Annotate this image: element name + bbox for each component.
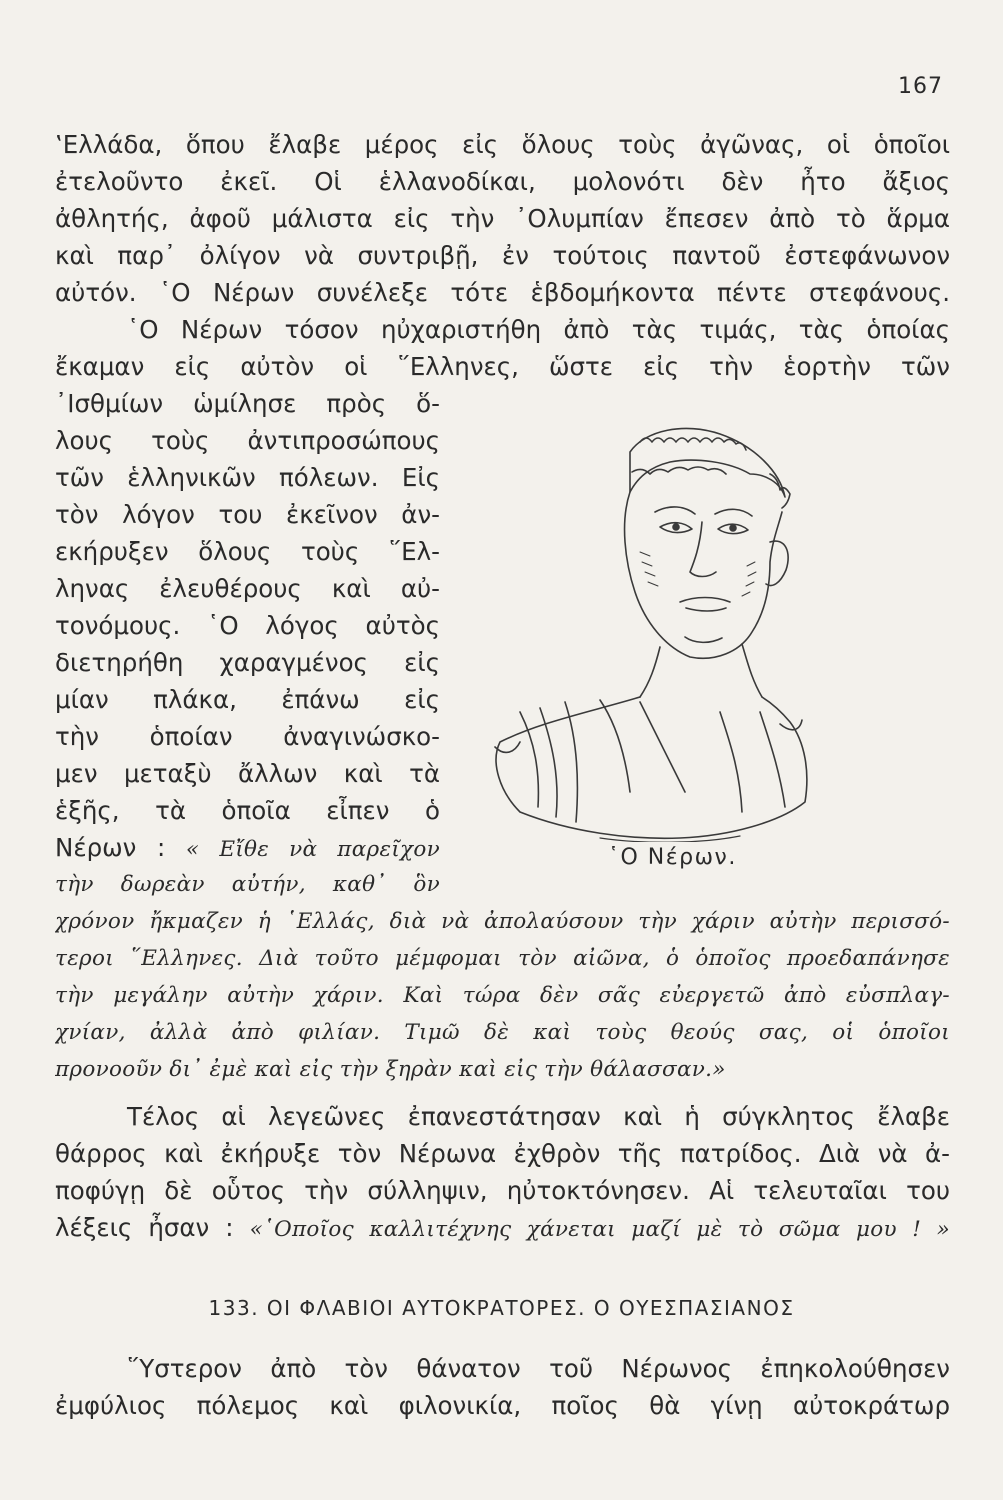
text-line: ποφύγῃ δὲ οὗτος τὴν σύλληψιν, ηὐτοκτόνησεν. Αἱ τελευταῖαι του <box>55 1176 950 1205</box>
portrait-caption: ῾Ο Νέρων. <box>608 845 737 870</box>
text-line: τῶν ἑλληνικῶν πόλεων. Εἰς <box>55 463 440 492</box>
text-line: διετηρήθη χαραγμένος εἰς <box>55 648 440 677</box>
text-line: ἔκαμαν εἰς αὐτὸν οἱ ῞Ελληνες, ὥστε εἰς τὴν ἑορτὴν τῶν <box>55 352 950 381</box>
text-line: Τέλος αἱ λεγεῶνες ἐπανεστάτησαν καὶ ἡ σύγκλητος ἔλαβε <box>127 1102 950 1131</box>
text-line <box>55 829 440 866</box>
paragraph-3 <box>55 1098 950 1246</box>
text-line: ἑξῆς, τὰ ὁποῖα εἶπεν ὁ <box>55 796 440 825</box>
quote-fragment: «῾Οποῖος καλλιτέχνης χάνεται μαζί μὲ τὸ σῶμα μου ! » <box>249 1217 950 1242</box>
paragraph-1 <box>55 126 950 385</box>
text-line: ἐτελοῦντο ἐκεῖ. Οἱ ἑλλανοδίκαι, μολονότι δὲν ἦτο ἄξιος <box>55 167 950 196</box>
nero-bust-illustration <box>480 412 810 842</box>
text-line: ‛Ελλάδα, ὅπου ἔλαβε μέρος εἰς ὅλους τοὺς ἀγῶνας, οἱ ὁποῖοι <box>55 130 950 159</box>
text-fragment: Νέρων : <box>55 833 166 862</box>
text-line <box>55 1209 950 1246</box>
quote-line: τὴν δωρεὰν αὐτήν, καθ᾿ ὃν <box>55 872 440 897</box>
paragraph-2 <box>55 385 440 903</box>
text-line: ἐμφύλιος πόλεμος καὶ φιλονικία, ποῖος θὰ γίνῃ αὐτοκράτωρ <box>55 1391 950 1420</box>
text-line: μίαν πλάκα, ἐπάνω εἰς <box>55 685 440 714</box>
text-fragment: λέξεις ἦσαν : <box>55 1213 234 1242</box>
page-number: 167 <box>898 74 943 99</box>
text-line: ῞Υστερον ἀπὸ τὸν θάνατον τοῦ Νέρωνος ἐπηκολούθησεν <box>127 1354 950 1383</box>
text-line: καὶ παρ᾿ ὀλίγον νὰ συντριβῇ, ἐν τούτοις παντοῦ ἐστεφάνωνον <box>55 241 950 270</box>
quote-fragment: « Εἴθε νὰ παρεῖχον <box>185 837 440 862</box>
text-line: τὸν λόγον του ἐκεῖνον ἀν- <box>55 500 440 529</box>
text-line: αὐτόν. ῾Ο Νέρων συνέλεξε τότε ἑβδομήκοντα πέντε στεφάνους. <box>55 278 950 307</box>
quote-line: προνοοῦν δι᾿ ἐμὲ καὶ εἰς τὴν ξηρὰν καὶ εἰς τὴν θάλασσαν.» <box>55 1057 726 1082</box>
text-line: θάρρος καὶ ἐκήρυξε τὸν Νέρωνα ἐχθρὸν τῆς πατρίδος. Διὰ νὰ ἀ- <box>55 1139 950 1168</box>
text-line: τονόμους. ῾Ο λόγος αὐτὸς <box>55 611 440 640</box>
quote-line: χρόνον ἤκμαζεν ἡ ῾Ελλάς, διὰ νὰ ἀπολαύσουν τὴν χάριν αὐτὴν περισσό- <box>55 909 950 934</box>
text-line: ἀθλητής, ἀφοῦ μάλιστα εἰς τὴν ᾿Ολυμπίαν ἔπεσεν ἀπὸ τὸ ἅρμα <box>55 204 950 233</box>
text-line: ῾Ο Νέρων τόσον ηὐχαριστήθη ἀπὸ τὰς τιμάς, τὰς ὁποίας <box>127 315 950 344</box>
text-line: λους τοὺς ἀντιπροσώπους <box>55 426 440 455</box>
text-line: τὴν ὁποίαν ἀναγινώσκο- <box>55 722 440 751</box>
text-line: μεν μεταξὺ ἄλλων καὶ τὰ <box>55 759 440 788</box>
quote-block <box>55 903 950 1088</box>
section-heading: 133. ΟΙ ΦΛΑΒΙΟΙ ΑΥΤΟΚΡΑΤΟΡΕΣ. Ο ΟΥΕΣΠΑΣΙΑΝΟΣ <box>208 1296 795 1320</box>
quote-line: τὴν μεγάλην αὐτὴν χάριν. Καὶ τώρα δὲν σᾶς εὐεργετῶ ἀπὸ εὐσπλαγ- <box>55 983 950 1008</box>
paragraph-4 <box>55 1350 950 1424</box>
quote-line: τεροι ῞Ελληνες. Διὰ τοῦτο μέμφομαι τὸν αἰῶνα, ὁ ὁποῖος προεδαπάνησε <box>55 946 950 971</box>
text-line: εκήρυξεν ὅλους τοὺς ῞Ελ- <box>55 537 440 566</box>
text-line: ᾿Ισθμίων ὡμίλησε πρὸς ὅ- <box>55 389 440 418</box>
text-line: ληνας ἐλευθέρους καὶ αὐ- <box>55 574 440 603</box>
quote-line: χνίαν, ἀλλὰ ἀπὸ φιλίαν. Τιμῶ δὲ καὶ τοὺς θεούς σας, οἱ ὁποῖοι <box>55 1020 950 1045</box>
